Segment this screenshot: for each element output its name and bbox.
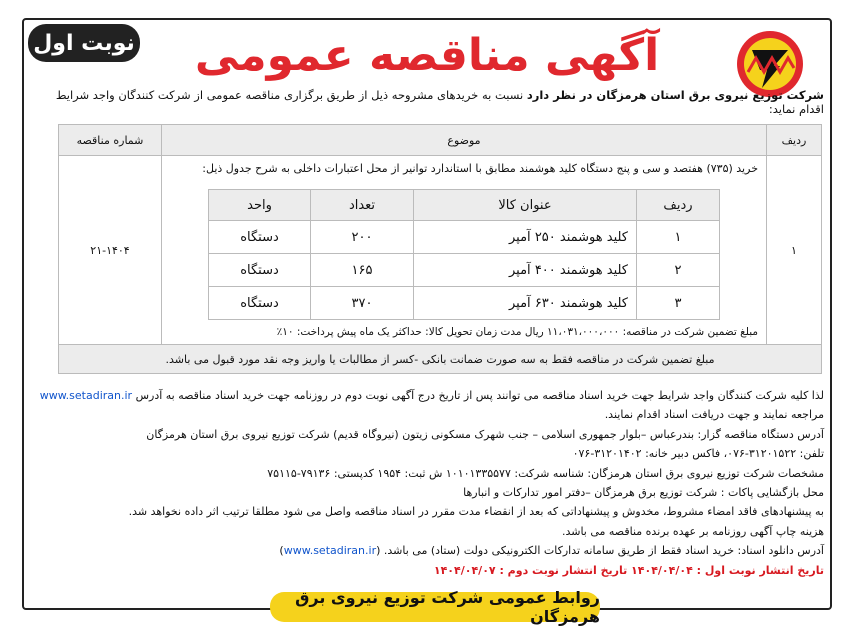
- item-title: کلید هوشمند ۶۳۰ آمپر: [414, 287, 637, 320]
- items-header-unit: واحد: [209, 190, 311, 221]
- item-qty: ۲۰۰: [311, 221, 414, 254]
- terms-line-9-text: آدرس دانلود اسناد: خرید اسناد فقط از طریق سامانه تدارکات الکترونیکی دولت (ستاد) می باشد. (: [376, 544, 824, 558]
- terms-section: [39, 386, 824, 580]
- guarantee-note: مبلغ تضمین شرکت در مناقصه فقط به سه صورت ضمانت بانکی -کسر از مطالبات یا واریز وجه نقد مورد قبول می باشد.: [59, 345, 822, 374]
- terms-line-9: [44, 541, 824, 560]
- tender-table: [58, 124, 822, 374]
- terms-line-1-text: لذا کلیه شرکت کنندگان واجد شرایط جهت خرید اسناد مناقصه می توانند پس از تاریخ درج آگهی نوبت دوم در روزنامه جهت خرید اسناد مناقصه به آدرس: [132, 389, 824, 402]
- setadiran-download-link[interactable]: www.setadiran.ir: [283, 544, 377, 558]
- item-row: [209, 221, 720, 254]
- publish-dates: تاریخ انتشار نوبت اول : ۱۴۰۴/۰۴/۰۴ تاریخ انتشار نوبت دوم : ۱۴۰۴/۰۴/۰۷: [433, 563, 824, 577]
- terms-line-1: [39, 386, 824, 405]
- terms-line-3: آدرس دستگاه مناقصه گزار: بندرعباس –بلوار جمهوری اسلامی – جنب شهرک مسکونی زیتون (نیروگاه قدیم) شرکت توزیع نیروی برق استان هرمزگان: [146, 427, 824, 441]
- items-header-qty: تعداد: [311, 190, 414, 221]
- public-relations-footer: روابط عمومی شرکت توزیع نیروی برق هرمزگان: [270, 592, 600, 622]
- intro-paragraph: [44, 88, 824, 116]
- item-unit: دستگاه: [209, 254, 311, 287]
- terms-line-7: به پیشنهادهای فاقد امضاء مشروط، مخدوش و پیشنهاداتی که بعد از انقضاء مدت مقرر در اسناد مناقصه واصل می شود مطلقا ترتیب اثر داده نخواهد شد.: [128, 505, 824, 519]
- intro-company: شرکت توزیع نیروی برق استان هرمزگان در نظر دارد: [526, 88, 824, 102]
- items-table: [208, 189, 720, 320]
- terms-line-2: مراجعه نمایند و جهت دریافت اسناد اقدام نمایند.: [604, 408, 824, 422]
- tender-description: خرید (۷۳۵) هفتصد و سی و پنج دستگاه کلید هوشمند مطابق با استاندارد توانیر از محل اعتبارات داخلی به شرح جدول ذیل:: [202, 162, 758, 175]
- items-header: [209, 190, 720, 221]
- header-subject: موضوع: [162, 125, 767, 156]
- item-qty: ۳۷۰: [311, 287, 414, 320]
- terms-line-4: تلفن: ۳۱۲۰۱۵۲۲-۰۷۶، فاکس دبیر خانه: ۳۱۲۰۱۴۰۲-۰۷۶: [572, 447, 824, 461]
- item-row-number: ۳: [637, 287, 720, 320]
- item-title: کلید هوشمند ۲۵۰ آمپر: [414, 221, 637, 254]
- header-row: ردیف: [767, 125, 822, 156]
- item-row-number: ۲: [637, 254, 720, 287]
- tender-table-header: [59, 125, 822, 156]
- item-title: کلید هوشمند ۴۰۰ آمپر: [414, 254, 637, 287]
- guarantee-note-row: [59, 345, 822, 374]
- item-row: [209, 254, 720, 287]
- tender-row: [59, 156, 822, 345]
- item-unit: دستگاه: [209, 287, 311, 320]
- header-tender-number: شماره مناقصه: [59, 125, 162, 156]
- item-row-number: ۱: [637, 221, 720, 254]
- notice-title: آگهی مناقصه عمومی: [194, 30, 660, 81]
- tender-description-cell: [162, 156, 767, 345]
- terms-line-8: هزینه چاپ آگهی روزنامه بر عهده برنده مناقصه می باشد.: [561, 524, 824, 538]
- tender-number: ۲۱-۱۴۰۴: [59, 156, 162, 345]
- items-header-title: عنوان کالا: [414, 190, 637, 221]
- item-unit: دستگاه: [209, 221, 311, 254]
- item-row: [209, 287, 720, 320]
- setadiran-link[interactable]: www.setadiran.ir: [39, 389, 133, 402]
- tender-row-number: ۱: [767, 156, 822, 345]
- round-badge: نوبت اول: [28, 24, 140, 62]
- item-qty: ۱۶۵: [311, 254, 414, 287]
- guarantee-line: مبلغ تضمین شرکت در مناقصه: ۱۱،۰۳۱،۰۰۰،۰۰۰ ریال مدت زمان تحویل کالا: حداکثر یک ماه پیش پرداخت: ۱۰٪: [276, 326, 758, 338]
- terms-line-6: محل بازگشایی پاکات : شرکت توزیع برق هرمزگان –دفتر امور تدارکات و انبارها: [463, 486, 824, 500]
- terms-line-5: مشخصات شرکت توزیع نیروی برق استان هرمزگان: شناسه شرکت: ۱۰۱۰۱۳۳۵۵۷۷ ش ثبت: ۱۹۵۴ کدپستی: ۷۹۱۳۶-۷۵۱۱۵: [267, 466, 824, 480]
- items-header-row: ردیف: [637, 190, 720, 221]
- terms-line-9-end: ): [279, 544, 284, 558]
- intro-text: نسبت به خریدهای مشروحه ذیل از طریق برگزاری مناقصه عمومی از شرکت کنندگان واجد شرایط اقدام نماید:: [55, 88, 824, 116]
